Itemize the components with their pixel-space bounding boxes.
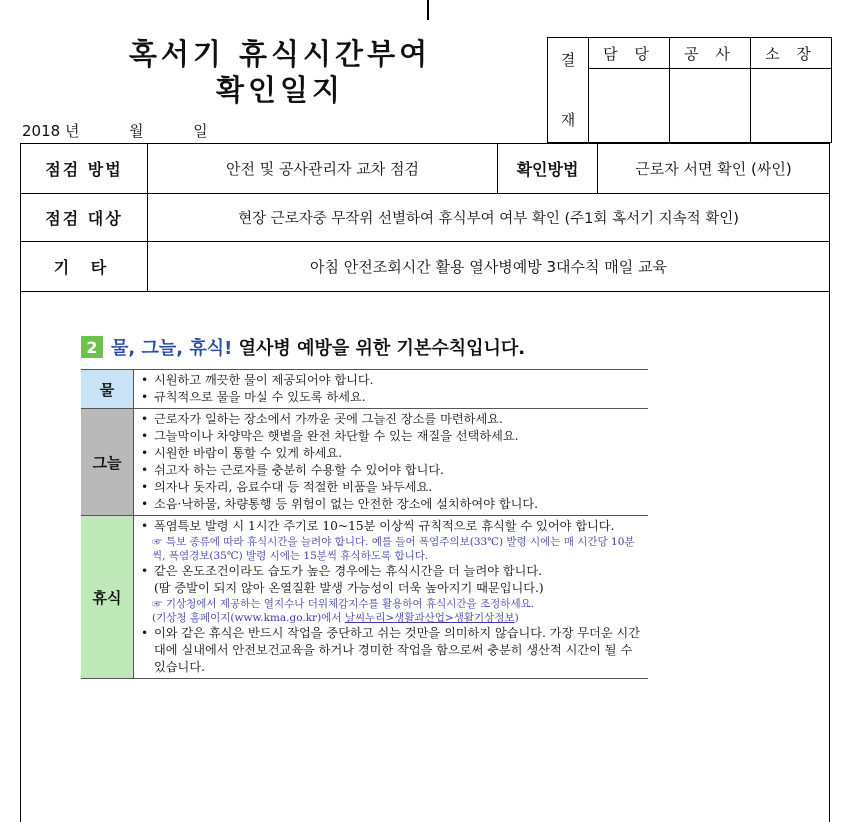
approval-sign-director[interactable] xyxy=(751,69,832,143)
rest-note-2-post: ) xyxy=(514,612,519,624)
approval-side-1: 결 xyxy=(560,51,576,69)
section-title xyxy=(111,334,525,360)
approval-side-2: 재 xyxy=(560,111,576,129)
method-label: 점검 방법 xyxy=(45,160,123,179)
water-item-2: • 규칙적으로 물을 마실 수 있도록 하세요. xyxy=(140,389,644,406)
approval-header-manager: 담 당 xyxy=(589,38,670,69)
rest-label: 휴식 xyxy=(81,516,134,679)
shade-item-6: • 소음·낙하물, 차량통행 등 위험이 없는 안전한 장소에 설치하여야 합니다. xyxy=(140,496,644,513)
section-number-badge: 2 xyxy=(81,336,103,358)
date-day: 일 xyxy=(193,122,208,140)
confirm-value: 근로자 서면 확인 (싸인) xyxy=(597,144,829,193)
approval-box xyxy=(547,37,832,143)
method-value: 안전 및 공사관리자 교차 점검 xyxy=(147,144,497,193)
shade-label: 그늘 xyxy=(81,409,134,516)
shade-item-2: • 그늘막이나 차양막은 햇볕을 완전 차단할 수 있는 재질을 선택하세요. xyxy=(140,428,644,445)
rule-row-rest xyxy=(81,516,648,679)
approval-header-director: 소 장 xyxy=(751,38,832,69)
etc-value: 아침 안전조회시간 활용 열사병예방 3대수칙 매일 교육 xyxy=(147,242,829,291)
shade-item-5: • 의자나 돗자리, 음료수대 등 적절한 비품을 놔두세요. xyxy=(140,479,644,496)
approval-sign-manager[interactable] xyxy=(589,69,670,143)
rules-table xyxy=(81,369,648,679)
title-line-2: 확인일지 xyxy=(215,73,345,107)
section-title-blue: 물, 그늘, 휴식! xyxy=(111,338,233,359)
rest-item-1: • 폭염특보 발령 시 1시간 주기로 10~15분 이상씩 규칙적으로 휴식할 수 있어야 합니다. xyxy=(140,518,644,535)
etc-label: 기 타 xyxy=(53,258,115,277)
rest-note-2: ☞ 기상청에서 제공하는 열지수나 더위체감지수를 활용하여 휴식시간을 조정하세요. xyxy=(152,598,535,610)
guide-heading xyxy=(81,334,525,360)
confirm-label: 확인방법 xyxy=(497,144,597,193)
document-title xyxy=(20,36,540,108)
section-title-black: 열사병 예방을 위한 기본수칙입니다. xyxy=(238,338,526,359)
approval-sign-construction[interactable] xyxy=(670,69,751,143)
water-label: 물 xyxy=(81,370,134,409)
row-etc xyxy=(21,242,829,292)
approval-header-construction: 공 사 xyxy=(670,38,751,69)
target-value: 현장 근로자중 무작위 선별하여 휴식부여 여부 확인 (주1회 혹서기 지속적 확인) xyxy=(147,194,829,241)
weather-menu-path: 날씨누리>생활과산업>생활기상정보 xyxy=(344,612,515,624)
title-line-1: 혹서기 휴식시간부여 xyxy=(128,37,432,71)
rest-note-2-link-line xyxy=(140,611,644,625)
rule-row-water xyxy=(81,370,648,409)
shade-item-4: • 쉬고자 하는 근로자를 충분히 수용할 수 있어야 합니다. xyxy=(140,462,644,479)
inspection-form xyxy=(20,143,830,822)
rest-item-2: • 같은 온도조건이라도 습도가 높은 경우에는 휴식시간을 더 늘려야 합니다. xyxy=(140,563,644,580)
top-divider-mark xyxy=(427,0,429,20)
shade-item-3: • 시원한 바람이 통할 수 있게 하세요. xyxy=(140,445,644,462)
water-item-1: • 시원하고 깨끗한 물이 제공되어야 합니다. xyxy=(140,372,644,389)
rest-item-2-para: (땀 증발이 되지 않아 온열질환 발생 가능성이 더욱 높아지기 때문입니다.) xyxy=(154,581,544,595)
rest-note-1: ☞ 특보 종류에 따라 휴식시간을 늘려야 합니다. 예를 들어 폭염주의보(33℃) 발령 시에는 매 시간당 10분씩, 폭염경보(35℃) 발령 시에는 15분씩 휴식하도록 합니다. xyxy=(152,536,635,562)
rest-note-2-pre: (기상청 홈페이지(www.kma.go.kr)에서 xyxy=(152,612,345,624)
date-month: 월 xyxy=(129,122,144,140)
row-inspection-target xyxy=(21,194,829,242)
date-year: 2018 년 xyxy=(22,122,80,140)
shade-item-1: • 근로자가 일하는 장소에서 가까운 곳에 그늘진 장소를 마련하세요. xyxy=(140,411,644,428)
rule-row-shade xyxy=(81,409,648,516)
date-line xyxy=(22,120,208,141)
rest-item-3: • 이와 같은 휴식은 반드시 작업을 중단하고 쉬는 것만을 의미하지 않습니다. 가장 무더운 시간대에 실내에서 안전보건교육을 하거나 경미한 작업을 함으로써 충분히 생산적 시간이 될 수 있습니다. xyxy=(140,625,644,676)
target-label: 점검 대상 xyxy=(45,209,123,228)
approval-side-label xyxy=(548,38,589,143)
row-inspection-method xyxy=(21,144,829,194)
